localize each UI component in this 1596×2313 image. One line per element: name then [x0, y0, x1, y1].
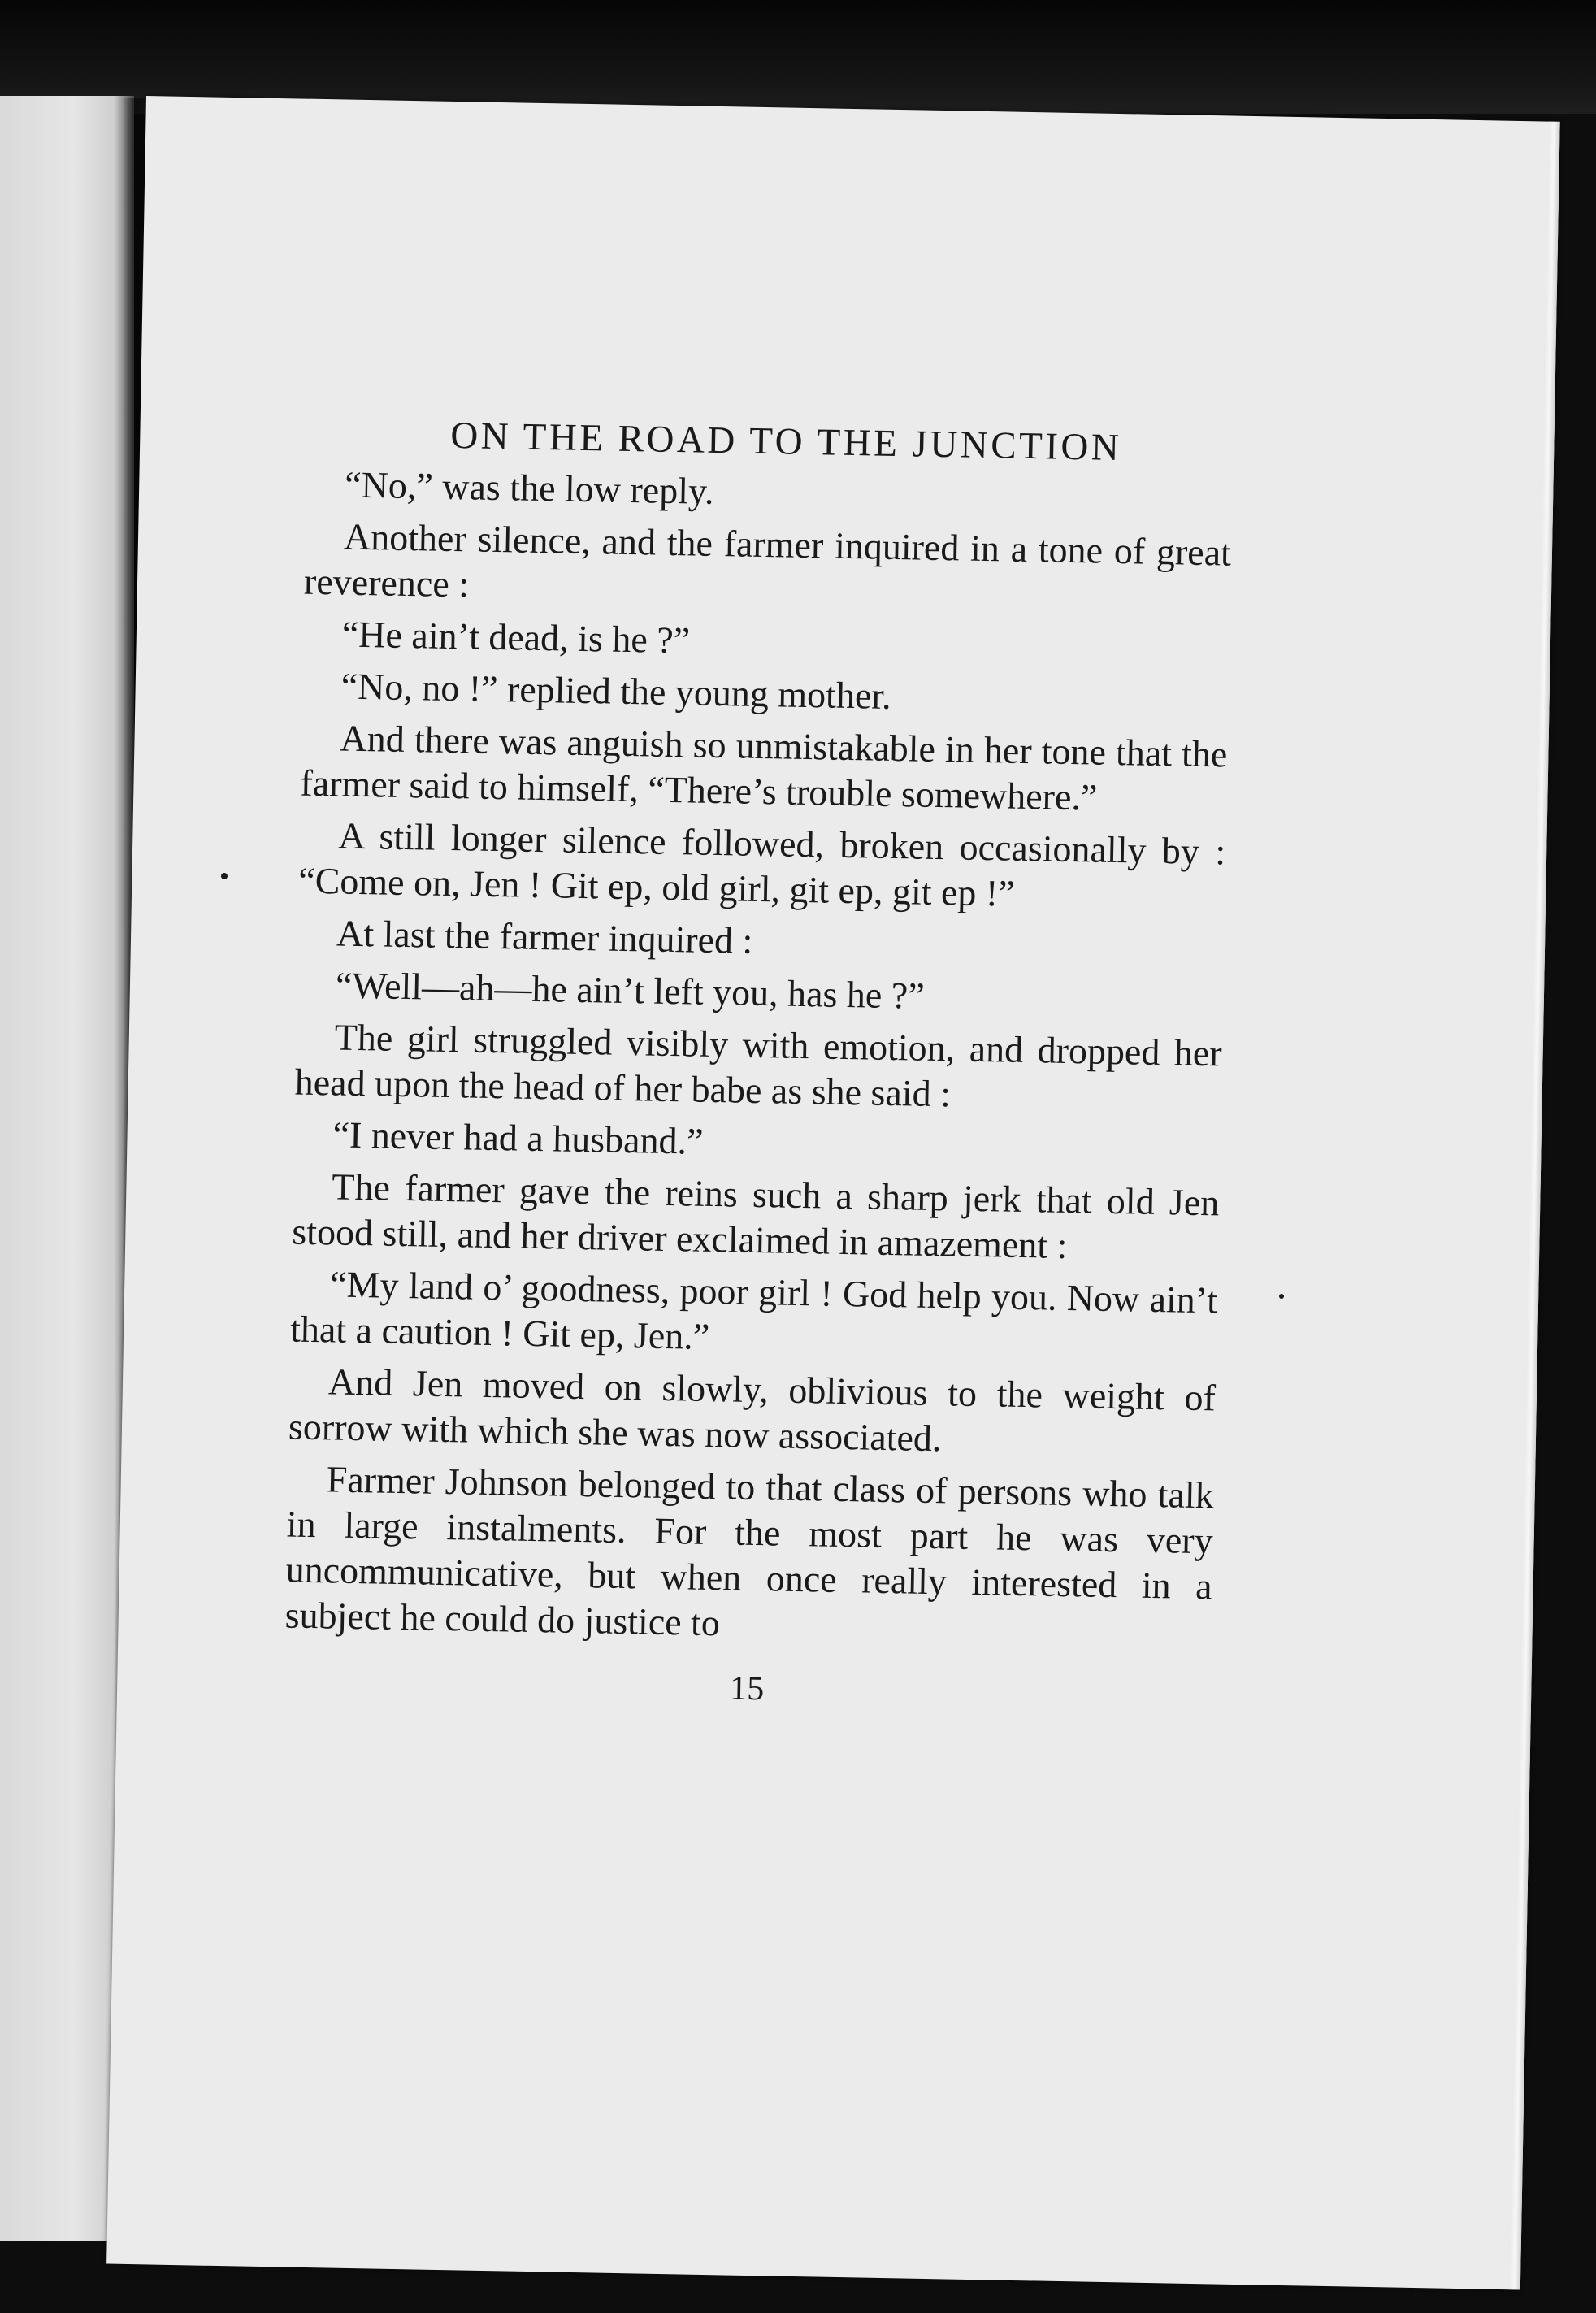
- running-head: ON THE ROAD TO THE JUNCTION: [449, 414, 1122, 470]
- paragraph: The farmer gave the reins such a sharp jerk that old Jen stood still, and her driver exclaimed in amazement :: [291, 1165, 1220, 1267]
- paragraph: And there was anguish so unmistakable in her tone that the farmer said to himself, “There’s trouble somewhere.”: [300, 717, 1228, 818]
- page-fore-edge: [1509, 122, 1560, 2290]
- paragraph: Another silence, and the farmer inquired in a tone of great reverence :: [303, 515, 1232, 605]
- paragraph: “He ain’t dead, is he ?”: [341, 613, 691, 662]
- book-page: [106, 96, 1560, 2289]
- scan-background-top: [0, 0, 1596, 114]
- paragraph: “No, no !” replied the young mother.: [340, 665, 892, 717]
- paragraph: At last the farmer inquired :: [336, 912, 753, 961]
- ink-speck: [1279, 1294, 1284, 1299]
- paragraph: “My land o’ goodness, poor girl ! God help you. Now ain’t that a caution ! Git ep, Jen.”: [289, 1263, 1218, 1357]
- paragraph: Farmer Johnson belonged to that class of persons who talk in large instalments. For the most part he was very uncommunicative, but when once really interested in a subject he could do justice to: [284, 1458, 1215, 1644]
- paragraph: “I never had a husband.”: [332, 1113, 704, 1162]
- paragraph: “Well—ah—he ain’t left you, has he ?”: [335, 964, 926, 1017]
- paragraph: “No,” was the low reply.: [344, 463, 714, 512]
- page-text-block: [284, 411, 1234, 1717]
- ink-speck: [221, 873, 228, 879]
- page-number: 15: [729, 1669, 765, 1708]
- paragraph: The girl struggled visibly with emotion, and dropped her head upon the head of her babe as she said :: [294, 1016, 1223, 1115]
- paragraph: And Jen moved on slowly, oblivious to the weight of sorrow with which she was now associated.: [288, 1360, 1217, 1460]
- paragraph: A still longer silence followed, broken occasionally by : “Come on, Jen ! Git ep, old girl, git ep, git ep !”: [297, 814, 1226, 914]
